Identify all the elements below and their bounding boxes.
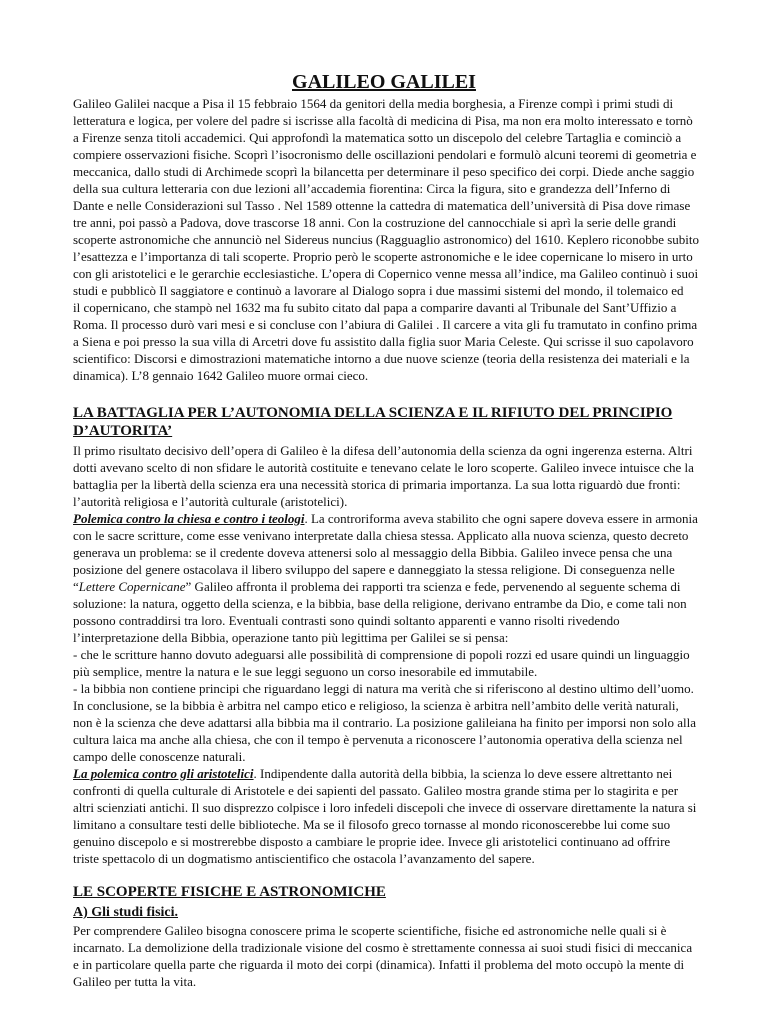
text-line: più semplice, mentre la natura e le sue leggi seguono un corso inesorabile ed immutabile. [73, 664, 538, 679]
text-line: letteratura e logica, per volere del padre si iscrisse alla facoltà di medicina di Pisa, ma non era molto interessato e tornò [73, 113, 693, 128]
text-line: Roma. Il processo durò vari mesi e si concluse con l’abiura di Galilei . Il carcere a vita gli fu tramutato in confino prima [73, 317, 698, 332]
section-scoperte-body [73, 922, 697, 990]
text-line: non è la scienza che deve adattarsi alla bibbia ma il contrario. La posizione galileiana ha finito per imporsi non solo alla [73, 715, 697, 730]
text-line: dotti avevano scelto di non sfidare le autorità costituite e tenevano celate le loro scoperte. Galileo invece intuisce che la [73, 460, 694, 475]
text-line: - la bibbia non contiene principi che riguardano leggi di natura ma verità che si riferiscono al destino ultimo dell’uomo. [73, 681, 694, 696]
polemica-chiesa-text: . La controriforma aveva stabilito che ogni sapere doveva essere in armonia [304, 511, 698, 526]
text-line: cultura laica ma anche alla chiesa, che con il tempo è pervenuta a riconoscere l’autonomia operativa della scienza nel [73, 732, 683, 747]
text-line: campo delle conoscenze naturali. [73, 749, 246, 764]
section-heading-line: LA BATTAGLIA PER L’AUTONOMIA DELLA SCIENZA E IL RIFIUTO DEL PRINCIPIO [73, 405, 673, 421]
polemica-aristotelici-text: . Indipendente dalla autorità della bibbia, la scienza lo deve essere altrettanto nei [253, 766, 673, 781]
section-autonomia-body [73, 442, 697, 867]
polemica-chiesa-label: Polemica contro la chiesa e contro i teologi [73, 511, 305, 526]
text-line: l’interpretazione della Bibbia, operazione tanto più legittima per Galilei se si pensa: [73, 630, 509, 645]
lettere-open-quote: “ [73, 579, 79, 594]
text-line: battaglia per la libertà della scienza era una necessità storica di primaria importanza. La sua lotta riguardò due fronti: [73, 477, 681, 492]
text-line: tre anni, poi passò a Padova, dove trascorse 18 anni. Con la costruzione del cannocchiale si aprì la serie delle grandi [73, 215, 677, 230]
text-line: scientifico: Discorsi e dimostrazioni matematiche intorno a due nuove scienze (teoria della resistenza dei materiali e la [73, 351, 690, 366]
text-line: soluzione: la natura, oggetto della scienza, e la bibbia, base della religione, derivano entrambe da Dio, e come tali non [73, 596, 687, 611]
text-line: - che le scritture hanno dovuto adeguarsi alle possibilità di comprensione di popoli rozzi ed usare quindi un linguaggio [73, 647, 690, 662]
section-heading-scoperte: LE SCOPERTE FISICHE E ASTRONOMICHE [73, 884, 386, 900]
text-line: studi e pubblicò Il saggiatore e continuò a lavorare al Dialogo sopra i due massimi sistemi del mondo, il tolemaico ed [73, 283, 684, 298]
text-line: della sua cultura letteraria con due lezioni all’accademia fiorentina: Circa la figura, sito e grandezza dell’Inferno di [73, 181, 671, 196]
text-line: l’autorità religiosa e l’autorità culturale (aristotelici). [73, 494, 348, 509]
text-line: Galileo Galilei nacque a Pisa il 15 febbraio 1564 da genitori della media borghesia, a Firenze compì i primi studi di [73, 96, 674, 111]
document-title: GALILEO GALILEI [292, 71, 476, 93]
text-line: triste spettacolo di un dogmatismo antiscientifico che ostacola l’avanzamento del sapere. [73, 851, 535, 866]
text-line: generava un problema: se il credente doveva attenersi solo al messaggio della Bibbia. Galileo invece pensa che una [73, 545, 673, 560]
text-line: il copernicano, che stampò nel 1632 ma fu subito citato dal papa a comparire davanti al Tribunale del Sant’Uffizio a [73, 300, 677, 315]
text-line: Per comprendere Galileo bisogna conoscere prima le scoperte scientifiche, fisiche ed astronomiche nelle quali si è [73, 923, 667, 938]
text-line: dinamica). L’8 gennaio 1642 Galileo muore ormai cieco. [73, 368, 369, 383]
text-line: scoperte astronomiche che annunciò nel Sidereus nuncius (Ragguaglio astronomico) del 1610. Keplero riconobbe subito [73, 232, 699, 247]
text-line: confronti di quella culturale di Aristotele e dei sapienti del passato. Galileo mostra grande stima per lo stagirita e per [73, 783, 679, 798]
section-heading-line: D’AUTORITA’ [73, 423, 173, 439]
lettere-text: ” Galileo affronta il problema dei rapporti tra scienza e fede, pervenendo al seguente schema di [185, 579, 681, 594]
text-line: compiere osservazioni fisiche. Scoprì l’isocronismo delle oscillazioni pendolari e formulò alcuni teoremi di geometria e [73, 147, 697, 162]
text-line: a Siena e poi presso la sua villa di Arcetri dove fu assistito dalla figlia suor Maria Celeste. Qui scrisse il suo capolavoro [73, 334, 694, 349]
text-line: altri scienziati antichi. Il suo disprezzo colpisce i loro infedeli discepoli che invece di osservare direttamente la natura si [73, 800, 697, 815]
text-line: posizione del genere ostacolava il libero sviluppo del sapere e danneggiato la stessa religione. Di conseguenza nelle [73, 562, 675, 577]
text-line: Il primo risultato decisivo dell’opera di Galileo è la difesa dell’autonomia della scienza da ogni ingerenza esterna. Altri [73, 443, 693, 458]
text-line: meccanica, dallo studi di Archimede scoprì la bilancetta per determinare il peso specifico dei corpi. Diede anche saggio [73, 164, 695, 179]
text-line: genuino discepolo e si mostrerebbe disposto a cambiare le proprie idee. Invece gli aristotelici continuano ad offrire [73, 834, 671, 849]
text-line: Galileo per tutta la vita. [73, 974, 197, 989]
polemica-aristotelici-label: La polemica contro gli aristotelici [73, 766, 254, 781]
text-line: incarnato. La demolizione della tradizionale visione del cosmo è strettamente connessa ai suoi studi fisici di meccanica [73, 940, 693, 955]
text-line: Dante e nelle Considerazioni sul Tasso . Nel 1589 ottenne la cattedra di matematica dell’università di Pisa dove rimase [73, 198, 691, 213]
text-line: con gli aristotelici e le gerarchie ecclesiastiche. L’opera di Copernico venne messa all’indice, ma Galileo continuò i suoi [73, 266, 699, 281]
biography-paragraph [73, 95, 697, 384]
section-heading-autonomia [73, 404, 713, 440]
text-line-polemica-chiesa [73, 510, 697, 527]
text-line: con le sacre scritture, come esse venivano interpretate dalla chiesa stessa. Applicato alla nuova scienza, questo decreto [73, 528, 689, 543]
text-line: a Firenze senza titoli accademici. Qui approfondì la matematica sotto un discepolo del celebre Tartaglia e cominciò a [73, 130, 682, 145]
text-line: l’esattezza e l’importanza di tali scoperte. Proprio però le scoperte astronomiche e le idee copernicane lo misero in urto [73, 249, 693, 264]
text-line: possono contraddirsi tra loro. Eventuali contrasti sono quindi soltanto apparenti e vanno risolti rivedendo [73, 613, 620, 628]
subsection-heading-studi-fisici: A) Gli studi fisici. [73, 905, 179, 920]
text-line: limitano a consultare testi delle biblioteche. Ma se il filosofo greco tornasse al mondo riconoscerebbe lui come suo [73, 817, 671, 832]
text-line: In conclusione, se la bibbia è arbitra nel campo etico e religioso, la scienza è arbitra nell’ambito delle verità naturali, [73, 698, 679, 713]
text-line-polemica-aristotelici [73, 765, 697, 782]
text-line: e in particolare quella parte che riguarda il moto dei corpi (dinamica). Infatti il problema del moto occupò la mente di [73, 957, 685, 972]
lettere-copernicane-title: Lettere Copernicane [78, 579, 186, 594]
text-line-lettere [73, 578, 697, 595]
